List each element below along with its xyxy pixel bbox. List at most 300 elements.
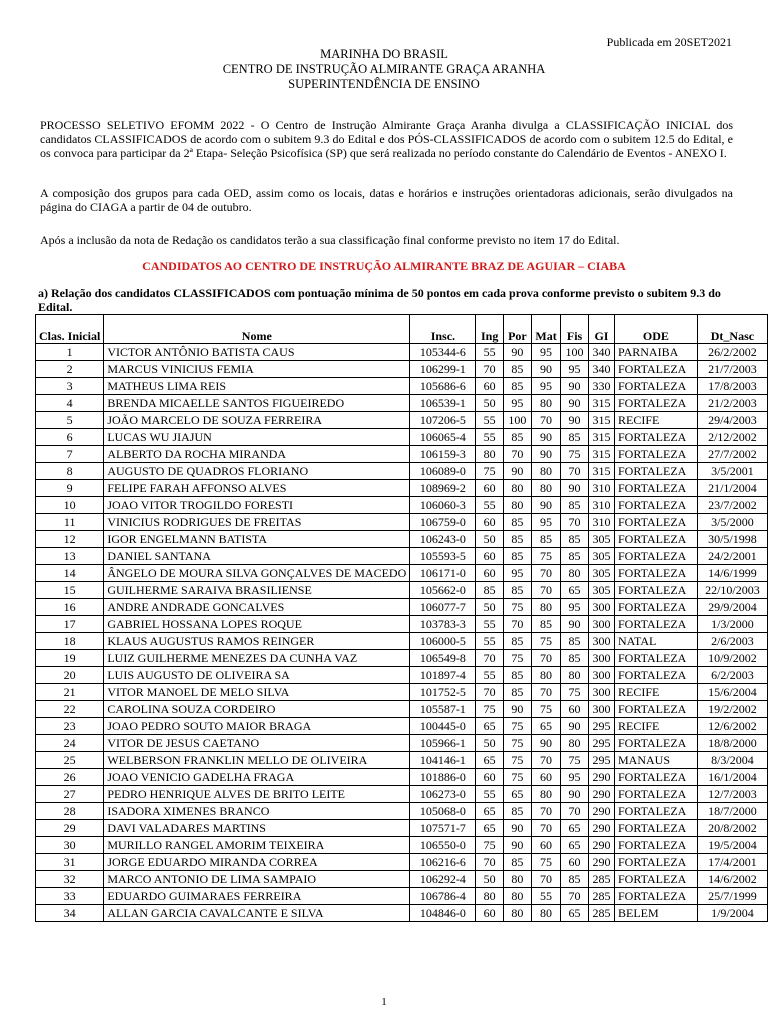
cell-por: 75 [503,650,531,667]
cell-fis: 80 [561,667,589,684]
cell-clas: 16 [36,599,104,616]
table-row [36,565,768,582]
cell-mat: 95 [531,344,560,361]
cell-por: 85 [503,582,531,599]
cell-gi: 340 [588,344,614,361]
cell-insc: 108969-2 [410,480,476,497]
table-row [36,480,768,497]
cell-ing: 60 [476,548,503,565]
cell-dt-nasc: 18/7/2000 [697,803,767,820]
cell-gi: 305 [588,548,614,565]
cell-gi: 315 [588,429,614,446]
cell-mat: 90 [531,361,560,378]
cell-por: 85 [503,667,531,684]
cell-por: 85 [503,378,531,395]
cell-insc: 106539-1 [410,395,476,412]
cell-ode: FORTALEZA [615,480,698,497]
cell-gi: 300 [588,701,614,718]
cell-ing: 60 [476,565,503,582]
cell-gi: 315 [588,446,614,463]
cell-ode: PARNAIBA [615,344,698,361]
cell-dt-nasc: 17/4/2001 [697,854,767,871]
cell-clas: 26 [36,769,104,786]
cell-dt-nasc: 21/2/2003 [697,395,767,412]
cell-ode: BELEM [615,905,698,922]
cell-ing: 55 [476,616,503,633]
cell-por: 90 [503,820,531,837]
cell-mat: 80 [531,395,560,412]
cell-fis: 65 [561,837,589,854]
cell-dt-nasc: 19/2/2002 [697,701,767,718]
cell-nome: MATHEUS LIMA REIS [104,378,410,395]
cell-dt-nasc: 21/7/2003 [697,361,767,378]
table-row [36,837,768,854]
cell-clas: 10 [36,497,104,514]
cell-por: 85 [503,684,531,701]
cell-fis: 75 [561,684,589,701]
cell-ode: FORTALEZA [615,837,698,854]
cell-ode: FORTALEZA [615,735,698,752]
cell-insc: 105587-1 [410,701,476,718]
cell-ing: 50 [476,531,503,548]
cell-insc: 105593-5 [410,548,476,565]
table-row [36,888,768,905]
cell-nome: ALLAN GARCIA CAVALCANTE E SILVA [104,905,410,922]
cell-insc: 105068-0 [410,803,476,820]
cell-nome: GUILHERME SARAIVA BRASILIENSE [104,582,410,599]
cell-fis: 60 [561,701,589,718]
table-row [36,378,768,395]
cell-fis: 65 [561,582,589,599]
col-header-nome: Nome [104,315,410,344]
cell-gi: 315 [588,395,614,412]
cell-nome: ÂNGELO DE MOURA SILVA GONÇALVES DE MACEDO [104,565,410,582]
cell-ode: FORTALEZA [615,803,698,820]
cell-clas: 18 [36,633,104,650]
table-row [36,905,768,922]
cell-por: 85 [503,514,531,531]
cell-mat: 80 [531,463,560,480]
cell-insc: 101897-4 [410,667,476,684]
cell-clas: 15 [36,582,104,599]
cell-nome: VICTOR ANTÔNIO BATISTA CAUS [104,344,410,361]
cell-fis: 90 [561,718,589,735]
cell-mat: 70 [531,871,560,888]
cell-por: 90 [503,344,531,361]
cell-dt-nasc: 2/12/2002 [697,429,767,446]
cell-fis: 80 [561,565,589,582]
cell-dt-nasc: 16/1/2004 [697,769,767,786]
cell-gi: 330 [588,378,614,395]
cell-insc: 106060-3 [410,497,476,514]
cell-ode: NATAL [615,633,698,650]
cell-clas: 34 [36,905,104,922]
cell-gi: 310 [588,480,614,497]
cell-clas: 20 [36,667,104,684]
cell-por: 80 [503,871,531,888]
cell-clas: 2 [36,361,104,378]
cell-insc: 103783-3 [410,616,476,633]
cell-ing: 60 [476,514,503,531]
cell-dt-nasc: 21/1/2004 [697,480,767,497]
cell-dt-nasc: 25/7/1999 [697,888,767,905]
cell-mat: 70 [531,820,560,837]
cell-mat: 80 [531,905,560,922]
cell-fis: 95 [561,599,589,616]
cell-por: 70 [503,616,531,633]
cell-ode: RECIFE [615,684,698,701]
cell-clas: 22 [36,701,104,718]
cell-mat: 70 [531,565,560,582]
cell-nome: DANIEL SANTANA [104,548,410,565]
cell-ing: 70 [476,854,503,871]
cell-por: 65 [503,786,531,803]
cell-nome: JORGE EDUARDO MIRANDA CORREA [104,854,410,871]
cell-ing: 60 [476,905,503,922]
cell-insc: 106216-6 [410,854,476,871]
cell-fis: 65 [561,820,589,837]
cell-nome: PEDRO HENRIQUE ALVES DE BRITO LEITE [104,786,410,803]
cell-fis: 95 [561,769,589,786]
col-header-clas: Clas. Inicial [36,315,104,344]
cell-dt-nasc: 29/9/2004 [697,599,767,616]
cell-dt-nasc: 3/5/2000 [697,514,767,531]
cell-gi: 300 [588,667,614,684]
cell-clas: 27 [36,786,104,803]
cell-insc: 106786-4 [410,888,476,905]
cell-insc: 107206-5 [410,412,476,429]
table-row [36,446,768,463]
cell-nome: JOAO VENICIO GADELHA FRAGA [104,769,410,786]
table-row [36,463,768,480]
cell-clas: 6 [36,429,104,446]
cell-insc: 106065-4 [410,429,476,446]
cell-nome: LUCAS WU JIAJUN [104,429,410,446]
table-row [36,786,768,803]
header-line-navy: MARINHA DO BRASIL [320,47,448,61]
cell-insc: 106292-4 [410,871,476,888]
cell-dt-nasc: 3/5/2001 [697,463,767,480]
groups-paragraph: A composição dos grupos para cada OED, assim como os locais, datas e horários e instruções orientadoras adicionais, serão divulgados na página do CIAGA a partir de 04 de outubro. [40,186,733,214]
cell-nome: KLAUS AUGUSTUS RAMOS REINGER [104,633,410,650]
cell-por: 80 [503,497,531,514]
cell-insc: 101752-5 [410,684,476,701]
table-row [36,412,768,429]
cell-dt-nasc: 10/9/2002 [697,650,767,667]
cell-mat: 75 [531,548,560,565]
cell-por: 85 [503,548,531,565]
cell-ing: 55 [476,344,503,361]
cell-fis: 90 [561,395,589,412]
table-row [36,633,768,650]
cell-gi: 290 [588,820,614,837]
table-row [36,769,768,786]
cell-por: 85 [503,429,531,446]
cell-gi: 290 [588,803,614,820]
cell-clas: 9 [36,480,104,497]
cell-por: 80 [503,905,531,922]
cell-mat: 80 [531,786,560,803]
cell-mat: 80 [531,599,560,616]
cell-clas: 28 [36,803,104,820]
cell-ing: 80 [476,446,503,463]
cell-dt-nasc: 18/8/2000 [697,735,767,752]
cell-gi: 300 [588,684,614,701]
cell-clas: 23 [36,718,104,735]
cell-ode: FORTALEZA [615,599,698,616]
cell-por: 85 [503,803,531,820]
cell-insc: 105966-1 [410,735,476,752]
cell-nome: MARCO ANTONIO DE LIMA SAMPAIO [104,871,410,888]
col-header-mat: Mat [531,315,560,344]
cell-gi: 305 [588,531,614,548]
cell-ing: 55 [476,412,503,429]
cell-gi: 305 [588,582,614,599]
cell-dt-nasc: 22/10/2003 [697,582,767,599]
cell-insc: 106089-0 [410,463,476,480]
cell-ing: 65 [476,803,503,820]
cell-clas: 13 [36,548,104,565]
cell-gi: 310 [588,514,614,531]
cell-gi: 340 [588,361,614,378]
cell-mat: 75 [531,854,560,871]
cell-ode: FORTALEZA [615,871,698,888]
cell-fis: 90 [561,616,589,633]
cell-ing: 55 [476,633,503,650]
cell-fis: 90 [561,786,589,803]
table-row [36,361,768,378]
cell-gi: 295 [588,735,614,752]
cell-clas: 19 [36,650,104,667]
cell-fis: 85 [561,871,589,888]
cell-ode: FORTALEZA [615,446,698,463]
cell-ing: 50 [476,735,503,752]
table-row [36,820,768,837]
cell-por: 80 [503,480,531,497]
cell-dt-nasc: 15/6/2004 [697,684,767,701]
cell-por: 75 [503,718,531,735]
cell-por: 90 [503,701,531,718]
cell-fis: 85 [561,650,589,667]
table-row [36,684,768,701]
cell-ing: 50 [476,871,503,888]
col-header-fis: Fis [561,315,589,344]
cell-dt-nasc: 30/5/1998 [697,531,767,548]
cell-fis: 70 [561,888,589,905]
cell-ode: FORTALEZA [615,650,698,667]
header-line-superintendence: SUPERINTENDÊNCIA DE ENSINO [288,77,480,91]
cell-ing: 65 [476,820,503,837]
cell-insc: 104846-0 [410,905,476,922]
cell-mat: 90 [531,446,560,463]
col-header-dt-nasc: Dt_Nasc [697,315,767,344]
cell-insc: 106077-7 [410,599,476,616]
table-row [36,395,768,412]
cell-nome: MARCUS VINICIUS FEMIA [104,361,410,378]
cell-insc: 106759-0 [410,514,476,531]
cell-mat: 70 [531,752,560,769]
cell-ing: 55 [476,429,503,446]
cell-gi: 290 [588,769,614,786]
document-header [0,47,768,92]
cell-dt-nasc: 1/9/2004 [697,905,767,922]
cell-dt-nasc: 12/7/2003 [697,786,767,803]
cell-mat: 95 [531,378,560,395]
cell-clas: 30 [36,837,104,854]
cell-por: 75 [503,769,531,786]
cell-ing: 75 [476,837,503,854]
cell-mat: 70 [531,803,560,820]
table-row [36,752,768,769]
cell-nome: MURILLO RANGEL AMORIM TEIXEIRA [104,837,410,854]
cell-ode: FORTALEZA [615,854,698,871]
cell-nome: VINICIUS RODRIGUES DE FREITAS [104,514,410,531]
cell-por: 75 [503,599,531,616]
cell-insc: 106299-1 [410,361,476,378]
cell-fis: 70 [561,803,589,820]
cell-fis: 90 [561,480,589,497]
cell-nome: VITOR MANOEL DE MELO SILVA [104,684,410,701]
cell-por: 85 [503,531,531,548]
cell-gi: 315 [588,412,614,429]
cell-dt-nasc: 8/3/2004 [697,752,767,769]
cell-insc: 106159-3 [410,446,476,463]
cell-mat: 65 [531,718,560,735]
cell-clas: 24 [36,735,104,752]
cell-clas: 17 [36,616,104,633]
cell-gi: 285 [588,905,614,922]
cell-ode: MANAUS [615,752,698,769]
cell-insc: 106273-0 [410,786,476,803]
cell-clas: 33 [36,888,104,905]
cell-por: 90 [503,837,531,854]
cell-por: 85 [503,633,531,650]
cell-nome: GABRIEL HOSSANA LOPES ROQUE [104,616,410,633]
cell-fis: 85 [561,429,589,446]
cell-ode: FORTALEZA [615,616,698,633]
cell-nome: ANDRE ANDRADE GONCALVES [104,599,410,616]
cell-fis: 90 [561,412,589,429]
cell-mat: 85 [531,531,560,548]
cell-ode: FORTALEZA [615,701,698,718]
cell-mat: 90 [531,735,560,752]
cell-insc: 101886-0 [410,769,476,786]
cell-dt-nasc: 6/2/2003 [697,667,767,684]
cell-por: 100 [503,412,531,429]
cell-gi: 285 [588,871,614,888]
col-header-ode: ODE [615,315,698,344]
cell-gi: 295 [588,752,614,769]
table-row [36,854,768,871]
cell-ing: 55 [476,497,503,514]
table-row [36,803,768,820]
cell-fis: 80 [561,735,589,752]
classification-table [35,314,768,922]
cell-gi: 300 [588,633,614,650]
cell-dt-nasc: 2/6/2003 [697,633,767,650]
cell-nome: AUGUSTO DE QUADROS FLORIANO [104,463,410,480]
cell-dt-nasc: 14/6/1999 [697,565,767,582]
cell-dt-nasc: 17/8/2003 [697,378,767,395]
cell-mat: 70 [531,582,560,599]
cell-ode: FORTALEZA [615,463,698,480]
cell-insc: 105344-6 [410,344,476,361]
cell-nome: ALBERTO DA ROCHA MIRANDA [104,446,410,463]
table-row [36,582,768,599]
cell-dt-nasc: 20/8/2002 [697,820,767,837]
cell-insc: 106549-8 [410,650,476,667]
cell-ode: FORTALEZA [615,514,698,531]
cell-ode: RECIFE [615,718,698,735]
cell-ode: FORTALEZA [615,786,698,803]
cell-ode: FORTALEZA [615,888,698,905]
cell-clas: 25 [36,752,104,769]
cell-fis: 70 [561,463,589,480]
cell-mat: 90 [531,497,560,514]
cell-gi: 315 [588,463,614,480]
cell-insc: 106171-0 [410,565,476,582]
table-row [36,616,768,633]
col-header-insc: Insc. [410,315,476,344]
cell-dt-nasc: 12/6/2002 [697,718,767,735]
cell-por: 70 [503,446,531,463]
table-row [36,514,768,531]
cell-ode: FORTALEZA [615,565,698,582]
cell-insc: 100445-0 [410,718,476,735]
cell-clas: 21 [36,684,104,701]
table-row [36,650,768,667]
cell-fis: 70 [561,514,589,531]
cell-fis: 75 [561,446,589,463]
cell-clas: 11 [36,514,104,531]
cell-dt-nasc: 24/2/2001 [697,548,767,565]
table-row [36,735,768,752]
cell-gi: 300 [588,616,614,633]
cell-dt-nasc: 1/3/2000 [697,616,767,633]
cell-gi: 300 [588,599,614,616]
intro-paragraph: PROCESSO SELETIVO EFOMM 2022 - O Centro de Instrução Almirante Graça Aranha divulga a CLASSIFICAÇÃO INICIAL dos candidatos CLASSIFICADOS de acordo com o subitem 9.3 do Edital e dos PÓS-CLASSIFICADOS de acordo com o subitem 12.5 do Edital, e os convoca para participar da 2ª Etapa- Seleção Psicofísica (SP) que será realizada no período constante do Calendário de Eventos - ANEXO I. [40,118,733,160]
cell-ing: 50 [476,599,503,616]
cell-gi: 285 [588,888,614,905]
cell-ode: FORTALEZA [615,667,698,684]
cell-fis: 85 [561,497,589,514]
cell-fis: 100 [561,344,589,361]
cell-ing: 85 [476,582,503,599]
cell-fis: 85 [561,531,589,548]
cell-fis: 65 [561,905,589,922]
cell-gi: 295 [588,718,614,735]
col-header-gi: GI [588,315,614,344]
cell-clas: 7 [36,446,104,463]
cell-nome: JOÃO MARCELO DE SOUZA FERREIRA [104,412,410,429]
cell-ing: 55 [476,786,503,803]
cell-ode: FORTALEZA [615,378,698,395]
cell-nome: FELIPE FARAH AFFONSO ALVES [104,480,410,497]
table-row [36,548,768,565]
col-header-ing: Ing [476,315,503,344]
cell-ing: 70 [476,650,503,667]
cell-mat: 75 [531,701,560,718]
cell-ode: FORTALEZA [615,769,698,786]
table-row [36,599,768,616]
cell-nome: JOAO VITOR TROGILDO FORESTI [104,497,410,514]
cell-ode: FORTALEZA [615,820,698,837]
section-title: CANDIDATOS AO CENTRO DE INSTRUÇÃO ALMIRANTE BRAZ DE AGUIAR – CIABA [142,259,626,273]
cell-clas: 3 [36,378,104,395]
cell-ode: FORTALEZA [615,531,698,548]
cell-gi: 300 [588,650,614,667]
cell-ode: FORTALEZA [615,395,698,412]
